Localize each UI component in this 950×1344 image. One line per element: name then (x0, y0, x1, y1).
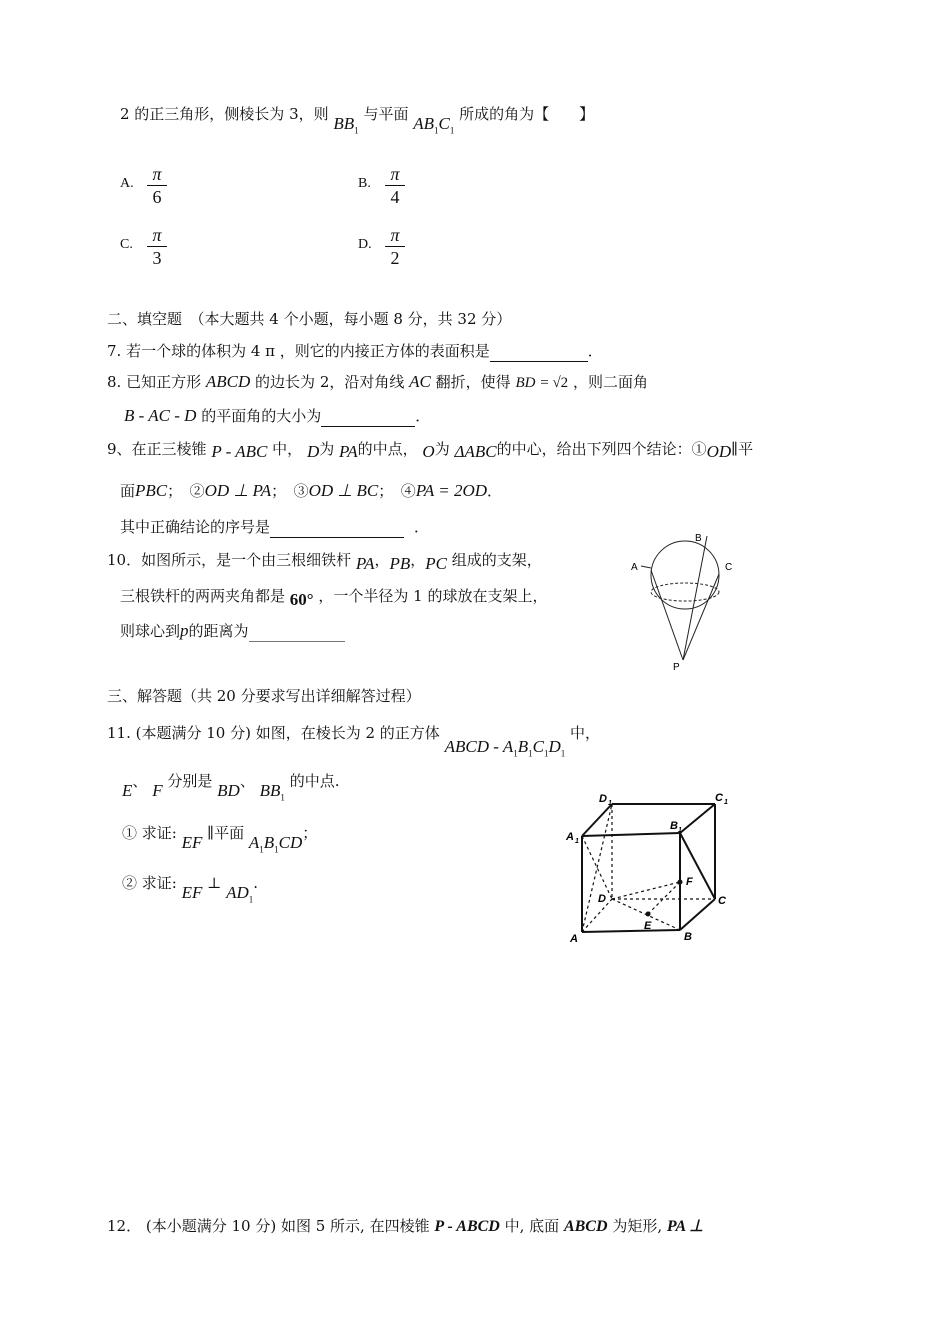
option-a-label: A. (120, 176, 134, 191)
q9-line3: 其中正确结论的序号是 ． (120, 518, 430, 536)
option-d-label: D. (358, 237, 372, 252)
edge-a1b1 (582, 833, 680, 836)
q11-line1: 11. (本题满分 10 分) 如图，在棱长为 2 的正方体 ABCD - $A_1B_1C_1D_1$ 中， (107, 724, 601, 759)
option-a-frac: π 6 (145, 164, 169, 207)
point-e (646, 912, 651, 917)
q6-bb1: BB (333, 114, 355, 133)
q6-plane: AB (413, 114, 435, 133)
q12: 12． (本小题满分 10 分) 如图 5 所示, 在四棱锥 P - ABCD 中, 底面 ABCD 为矩形, PA ⊥ (107, 1217, 704, 1235)
q11-item2: ② 求证: EF ⊥ $AD_1$. (122, 874, 259, 905)
svg-text:D: D (599, 793, 607, 805)
svg-text:A: A (570, 933, 578, 945)
q6-line1: 2 的正三角形，侧棱长为 3，则 $BB_1$ 与平面 $AB_1C_1$ 所成的角为【 】 (120, 105, 595, 136)
label-c: C (725, 562, 733, 573)
option-b-label: B. (358, 176, 371, 191)
q8-blank (321, 408, 415, 427)
edge-b1c (680, 833, 715, 899)
q6-text-a: 2 的正三角形，侧棱长为 3，则 (120, 105, 329, 123)
label-p: P (673, 662, 680, 673)
q9-blank (270, 519, 404, 538)
option-c-frac: π 3 (145, 225, 169, 268)
edge-a1d1 (582, 804, 612, 836)
svg-text:A: A (566, 831, 574, 843)
edge-ab (582, 930, 680, 932)
q9-line2: 面PBC； ②OD ⊥ PA； ③OD ⊥ BC； ④PA = 2OD． (120, 481, 503, 500)
edge-b1c1 (680, 804, 715, 833)
option-c-label: C. (120, 237, 133, 252)
q6-text-e: 所成的角为【 】 (459, 105, 595, 123)
point-f (678, 880, 683, 885)
q10-line1: 10．如图所示，是一个由三根细铁杆 PA，PB，PC 组成的支架， (107, 551, 542, 573)
edge-bc (680, 899, 715, 930)
svg-text:E: E (644, 920, 652, 932)
q10-line3: 则球心到p的距离为 (120, 620, 345, 642)
q11-line2: E、 F 分别是 BD、 $BB_1$ 的中点. (122, 772, 340, 803)
cone-sphere-figure (625, 528, 755, 673)
svg-text:C: C (715, 792, 723, 804)
svg-text:F: F (686, 876, 693, 888)
section3-title: 三、解答题（共 20 分要求写出详细解答过程） (107, 687, 421, 705)
svg-text:D: D (598, 893, 606, 905)
q10-blank (249, 625, 345, 642)
q6-text-c: 与平面 (363, 105, 409, 123)
q7-blank (490, 343, 588, 362)
q8-line1: 8. 已知正方形 ABCD 的边长为 2，沿对角线 AC 翻折，使得 BD = √2 ，则二面角 (107, 372, 648, 391)
q11-item1: ① 求证: EF ∥平面 $A_1B_1CD$； (122, 824, 318, 855)
rod-pc (683, 574, 719, 660)
svg-text:1: 1 (724, 799, 728, 806)
label-a: A (631, 562, 638, 573)
svg-text:B: B (670, 820, 678, 832)
rod-pb (683, 536, 707, 660)
svg-text:1: 1 (575, 838, 579, 845)
option-d-frac: π 2 (383, 225, 407, 268)
option-b-frac: π 4 (383, 164, 407, 207)
svg-text:B: B (684, 931, 692, 943)
section2-title: 二、填空题 （本大题共 4 个小题，每小题 8 分，共 32 分） (107, 310, 512, 328)
svg-text:C: C (718, 895, 726, 907)
svg-text:1: 1 (608, 800, 612, 807)
label-b: B (695, 533, 702, 544)
q8-line2: B - AC - D 的平面角的大小为 ． (124, 406, 431, 425)
svg-text:1: 1 (678, 827, 682, 834)
cube-figure (560, 786, 740, 948)
q10-line2: 三根铁杆的两两夹角都是 60° ，一个半径为 1 的球放在支架上， (120, 587, 548, 609)
q7: 7. 若一个球的体积为 4 π ，则它的内接正方体的表面积是 ． (107, 342, 603, 360)
q9-line1: 9、在正三棱锥 P - ABC 中， D为 PA的中点， O为 ΔABC的中心，给出下列四个结论：①OD∥平 (107, 440, 754, 461)
